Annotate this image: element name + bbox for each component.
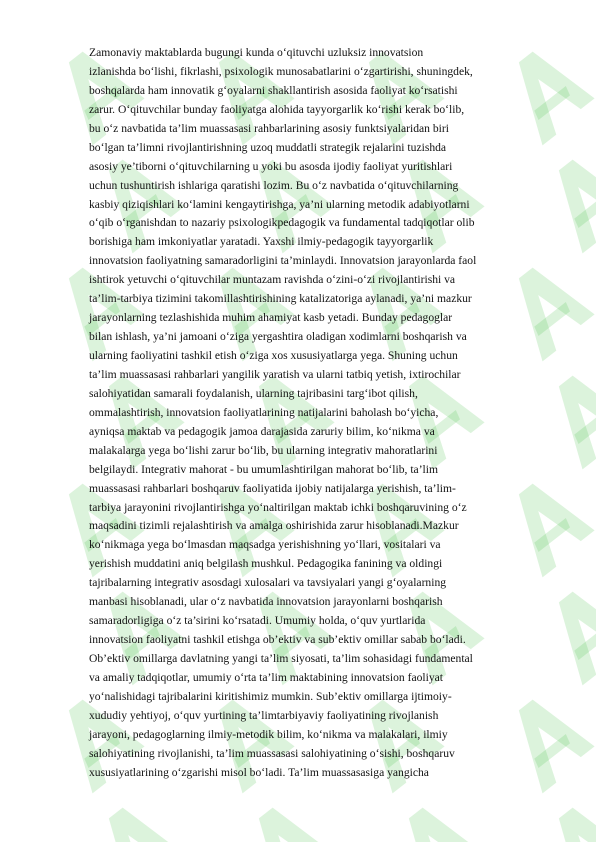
- paragraph-line: belgilaydi. Integrativ mahorat - bu umumlashtirilgan mahorat bo‘lib, ta’lim: [89, 462, 439, 476]
- paragraph-line: ta’lim-tarbiya tizimini takomillashtirishining katalizatoriga aylanadi, ya’ni mazkur: [89, 292, 472, 306]
- paragraph-line: ishtirok yetuvchi o‘qituvchilar muntazam ravishda o‘zini-o‘zi rivojlantirishi va: [89, 273, 456, 287]
- paragraph-line: zarur. O‘qituvchilar bunday faoliyatga alohida tayyorgarlik ko‘rishi kerak bo‘lib,: [89, 102, 465, 116]
- paragraph-line: ularning faoliyatini tashkil etish o‘ziga xos xususiyatlarga yega. Shuning uchun: [89, 349, 458, 362]
- paragraph-line: tarbiya jarayonini rivojlantirishga yo‘naltirilgan maktab ichki boshqaruvining o‘z: [89, 500, 467, 514]
- watermark-logo-icon: [383, 795, 487, 842]
- paragraph-line: muassasasi rahbarlari boshqaruv faoliyatida ijobiy natijalarga yerishish, ta’lim-: [89, 481, 456, 495]
- paragraph-line: jarayonlarning tezlashishida muhim ahamiyat kasb yetadi. Bunday pedagoglar: [89, 311, 453, 325]
- paragraph-line: malakalarga yega bo‘lishi zarur bo‘lib, bu ularning integrativ mahoratlarini: [89, 443, 438, 457]
- paragraph-line: o‘qib o‘rganishdan to nazariy psixologikpedagogik va fundamental tadqiqotlar olib: [89, 216, 475, 230]
- paragraph-line: jarayoni, pedagoglarning ilmiy-metodik bilim, ko‘nikma va malakalari, ilmiy: [89, 727, 448, 741]
- paragraph-line: bo‘lgan ta’limni rivojlantirishning uzoq muddatli strategik rejalarini tuzishda: [89, 140, 447, 154]
- paragraph-line: yo‘nalishidagi tajribalarini kiritishimiz mumkin. Sub’ektiv omillarga ijtimoiy-: [89, 689, 452, 703]
- paragraph-line: ta’lim muassasasi rahbarlari yangilik yaratish va ularni tatbiq yetish, ixtirochilar: [89, 367, 461, 381]
- paragraph-line: borishiga ham imkoniyatlar yaratadi. Yaxshi ilmiy-pedagogik tayyorgarlik: [89, 235, 434, 249]
- paragraph-line: xududiy yehtiyoj, o‘quv yurtining ta’limtarbiyaviy faoliyatining rivojlanish: [89, 708, 439, 722]
- paragraph-line: salohiyatidan samarali foydalanish, ularning tajribasini targ‘ibot qilish,: [89, 386, 418, 400]
- paragraph-line: boshqalarda ham innovatik g‘oyalarni shakllantirish asosida faoliyat ko‘rsatishi: [89, 83, 458, 97]
- paragraph-line: bu o‘z navbatida ta’lim muassasasi rahbarlarining asosiy funktsiyalaridan biri: [89, 121, 449, 135]
- watermark-logo-icon: [533, 795, 596, 842]
- paragraph-line: yerishish muddatini aniq belgilash mushkul. Pedagogika fanining va oldingi: [89, 557, 443, 571]
- paragraph-line: uchun tushuntirish ishlariga qaratishi lozim. Bu o‘z navbatida o‘qituvchilarning: [89, 178, 459, 192]
- watermark-logo-icon: [233, 795, 337, 842]
- paragraph-line: maqsadini tizimli rejalashtirish va amalga oshirishida zarur hisoblanadi.Mazkur: [89, 519, 459, 533]
- paragraph-line: samaradorligiga o‘z ta’sirini ko‘rsatadi. Umumiy holda, o‘quv yurtlarida: [89, 614, 426, 628]
- paragraph-line: asosiy ye’tiborni o‘qituvchilarning u yoki bu asosda ijodiy faoliyat yuritishlari: [89, 159, 453, 173]
- paragraph-line: salohiyatining rivojlanishi, ta’lim muassasasi salohiyatining o‘sishi, boshqaruv: [89, 746, 455, 760]
- watermark-logo-icon: [83, 795, 187, 842]
- paragraph-line: innovatsion faoliyatning samaradorligini ta’minlaydi. Innovatsion jarayonlarda faol: [89, 254, 477, 268]
- paragraph-line: tajribalarning integrativ asosdagi xulosalari va tavsiyalari yangi g‘oyalarning: [89, 576, 447, 590]
- paragraph-line: izlanishda bo‘lishi, fikrlashi, psixologik munosabatlarini o‘zgartirishi, shuningdek,: [89, 64, 473, 78]
- paragraph-line: Ob’ektiv omillarga davlatning yangi ta’lim siyosati, ta’lim sohasidagi fundamental: [89, 652, 473, 665]
- paragraph-line: bilan ishlash, ya’ni jamoani o‘ziga yergashtira oladigan xodimlarni boshqarish va: [89, 330, 467, 344]
- paragraph-line: xususiyatlarining o‘zgarishi misol bo‘ladi. Ta’lim muassasasiga yangicha: [89, 765, 429, 779]
- paragraph-line: manbasi hisoblanadi, ular o‘z navbatida innovatsion jarayonlarni boshqarish: [89, 595, 443, 609]
- paragraph-line: kasbiy qiziqishlari ko‘lamini kengaytirishga, ya’ni ularning metodik adabiyotlarni: [89, 197, 470, 211]
- paragraph-line: va amaliy tadqiqotlar, umumiy o‘rta ta’lim maktabining innovatsion faoliyat: [89, 670, 444, 684]
- paragraph-line: ommalashtirish, innovatsion faoliyatlarining natijalarini baholash bo‘yicha,: [89, 405, 439, 419]
- paragraph-line: Zamonaviy maktablarda bugungi kunda o‘qituvchi uzluksiz innovatsion: [89, 46, 424, 59]
- paragraph-line: innovatsion faoliyatni tashkil etishga ob’ektiv va sub’ektiv omillar sabab bo‘ladi.: [89, 633, 466, 647]
- article-body: [89, 44, 553, 783]
- paragraph-line: ayniqsa maktab va pedagogik jamoa darajasida zaruriy bilim, ko‘nikma va: [89, 424, 435, 438]
- paragraph-line: ko‘nikmaga yega bo‘lmasdan maqsadga yerishishning yo‘llari, vositalari va: [89, 538, 441, 552]
